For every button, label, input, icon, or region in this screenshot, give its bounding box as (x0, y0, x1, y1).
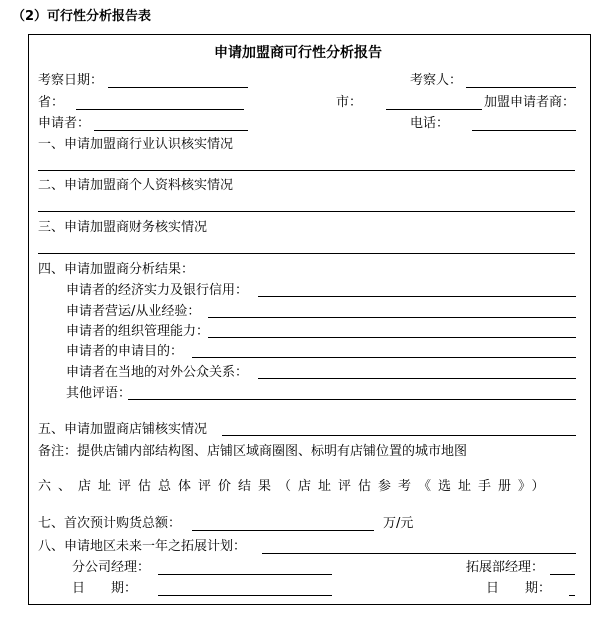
inspector-field[interactable] (466, 87, 576, 88)
sec4-item-purpose: 申请者的申请目的： (66, 344, 184, 359)
section-5-heading: 五、申请加盟商店铺核实情况 (38, 422, 208, 437)
applicant-field[interactable] (94, 130, 248, 131)
date-label-right: 日 期： (486, 581, 552, 596)
section-3-heading: 三、申请加盟商财务核实情况 (38, 220, 208, 235)
section-1-heading: 一、申请加盟商行业认识核实情况 (38, 137, 234, 152)
phone-field[interactable] (472, 130, 576, 131)
section-1-field[interactable] (38, 170, 575, 171)
branch-manager-field[interactable] (158, 574, 332, 575)
sec4-field-purpose[interactable] (192, 357, 576, 358)
note-text: 备注：提供店铺内部结构图、店铺区域商圈图、标明有店铺位置的城市地图 (38, 444, 468, 459)
inspection-date-field[interactable] (108, 87, 248, 88)
sec4-field-management[interactable] (208, 337, 576, 338)
expansion-manager-field[interactable] (550, 574, 575, 575)
section-4-heading: 四、申请加盟商分析结果： (38, 262, 195, 277)
applicant-franchisee-label: 加盟申请者商： (484, 95, 576, 110)
section-5-field[interactable] (222, 435, 576, 436)
section-6-heading: 六、店址评估总体评价结果（店址评估参考《选址手册》） (38, 479, 552, 494)
form-title: 申请加盟商可行性分析报告 (214, 45, 382, 61)
sec4-item-other-comments: 其他评语： (66, 386, 132, 401)
expansion-plan-field[interactable] (262, 553, 576, 554)
date-field-left[interactable] (158, 595, 332, 596)
section-2-field[interactable] (38, 211, 575, 212)
branch-manager-label: 分公司经理： (72, 560, 151, 575)
section-8-heading: 八、申请地区未来一年之拓展计划： (38, 539, 247, 554)
sec4-item-management: 申请者的组织管理能力： (66, 324, 210, 339)
sec4-item-financial: 申请者的经济实力及银行信用： (66, 283, 249, 298)
sec4-field-financial[interactable] (258, 296, 576, 297)
province-label: 省： (38, 95, 65, 110)
phone-label: 电话： (410, 116, 450, 131)
section-heading: （2）可行性分析报告表 (12, 9, 152, 24)
province-field[interactable] (76, 109, 244, 110)
applicant-label: 申请者： (38, 116, 91, 131)
sec4-field-experience[interactable] (208, 317, 576, 318)
date-label-left: 日 期： (72, 581, 138, 596)
sec4-field-public-relations[interactable] (258, 378, 576, 379)
sec4-item-experience: 申请者营运/从业经验： (66, 304, 201, 319)
section-2-heading: 二、申请加盟商个人资料核实情况 (38, 178, 234, 193)
section-3-field[interactable] (38, 253, 575, 254)
inspector-label: 考察人： (410, 73, 463, 88)
section-7-label: 七、首次预计购货总额： (38, 516, 182, 531)
section-7-unit: 万/元 (383, 516, 414, 531)
purchase-total-field[interactable] (192, 530, 374, 531)
expansion-manager-label: 拓展部经理： (466, 560, 545, 575)
sec4-item-public-relations: 申请者在当地的对外公众关系： (66, 365, 249, 380)
city-field[interactable] (386, 109, 482, 110)
sec4-field-other-comments[interactable] (128, 399, 576, 400)
inspection-date-label: 考察日期： (38, 73, 104, 88)
date-field-right[interactable] (569, 595, 575, 596)
city-label: 市： (336, 95, 363, 110)
